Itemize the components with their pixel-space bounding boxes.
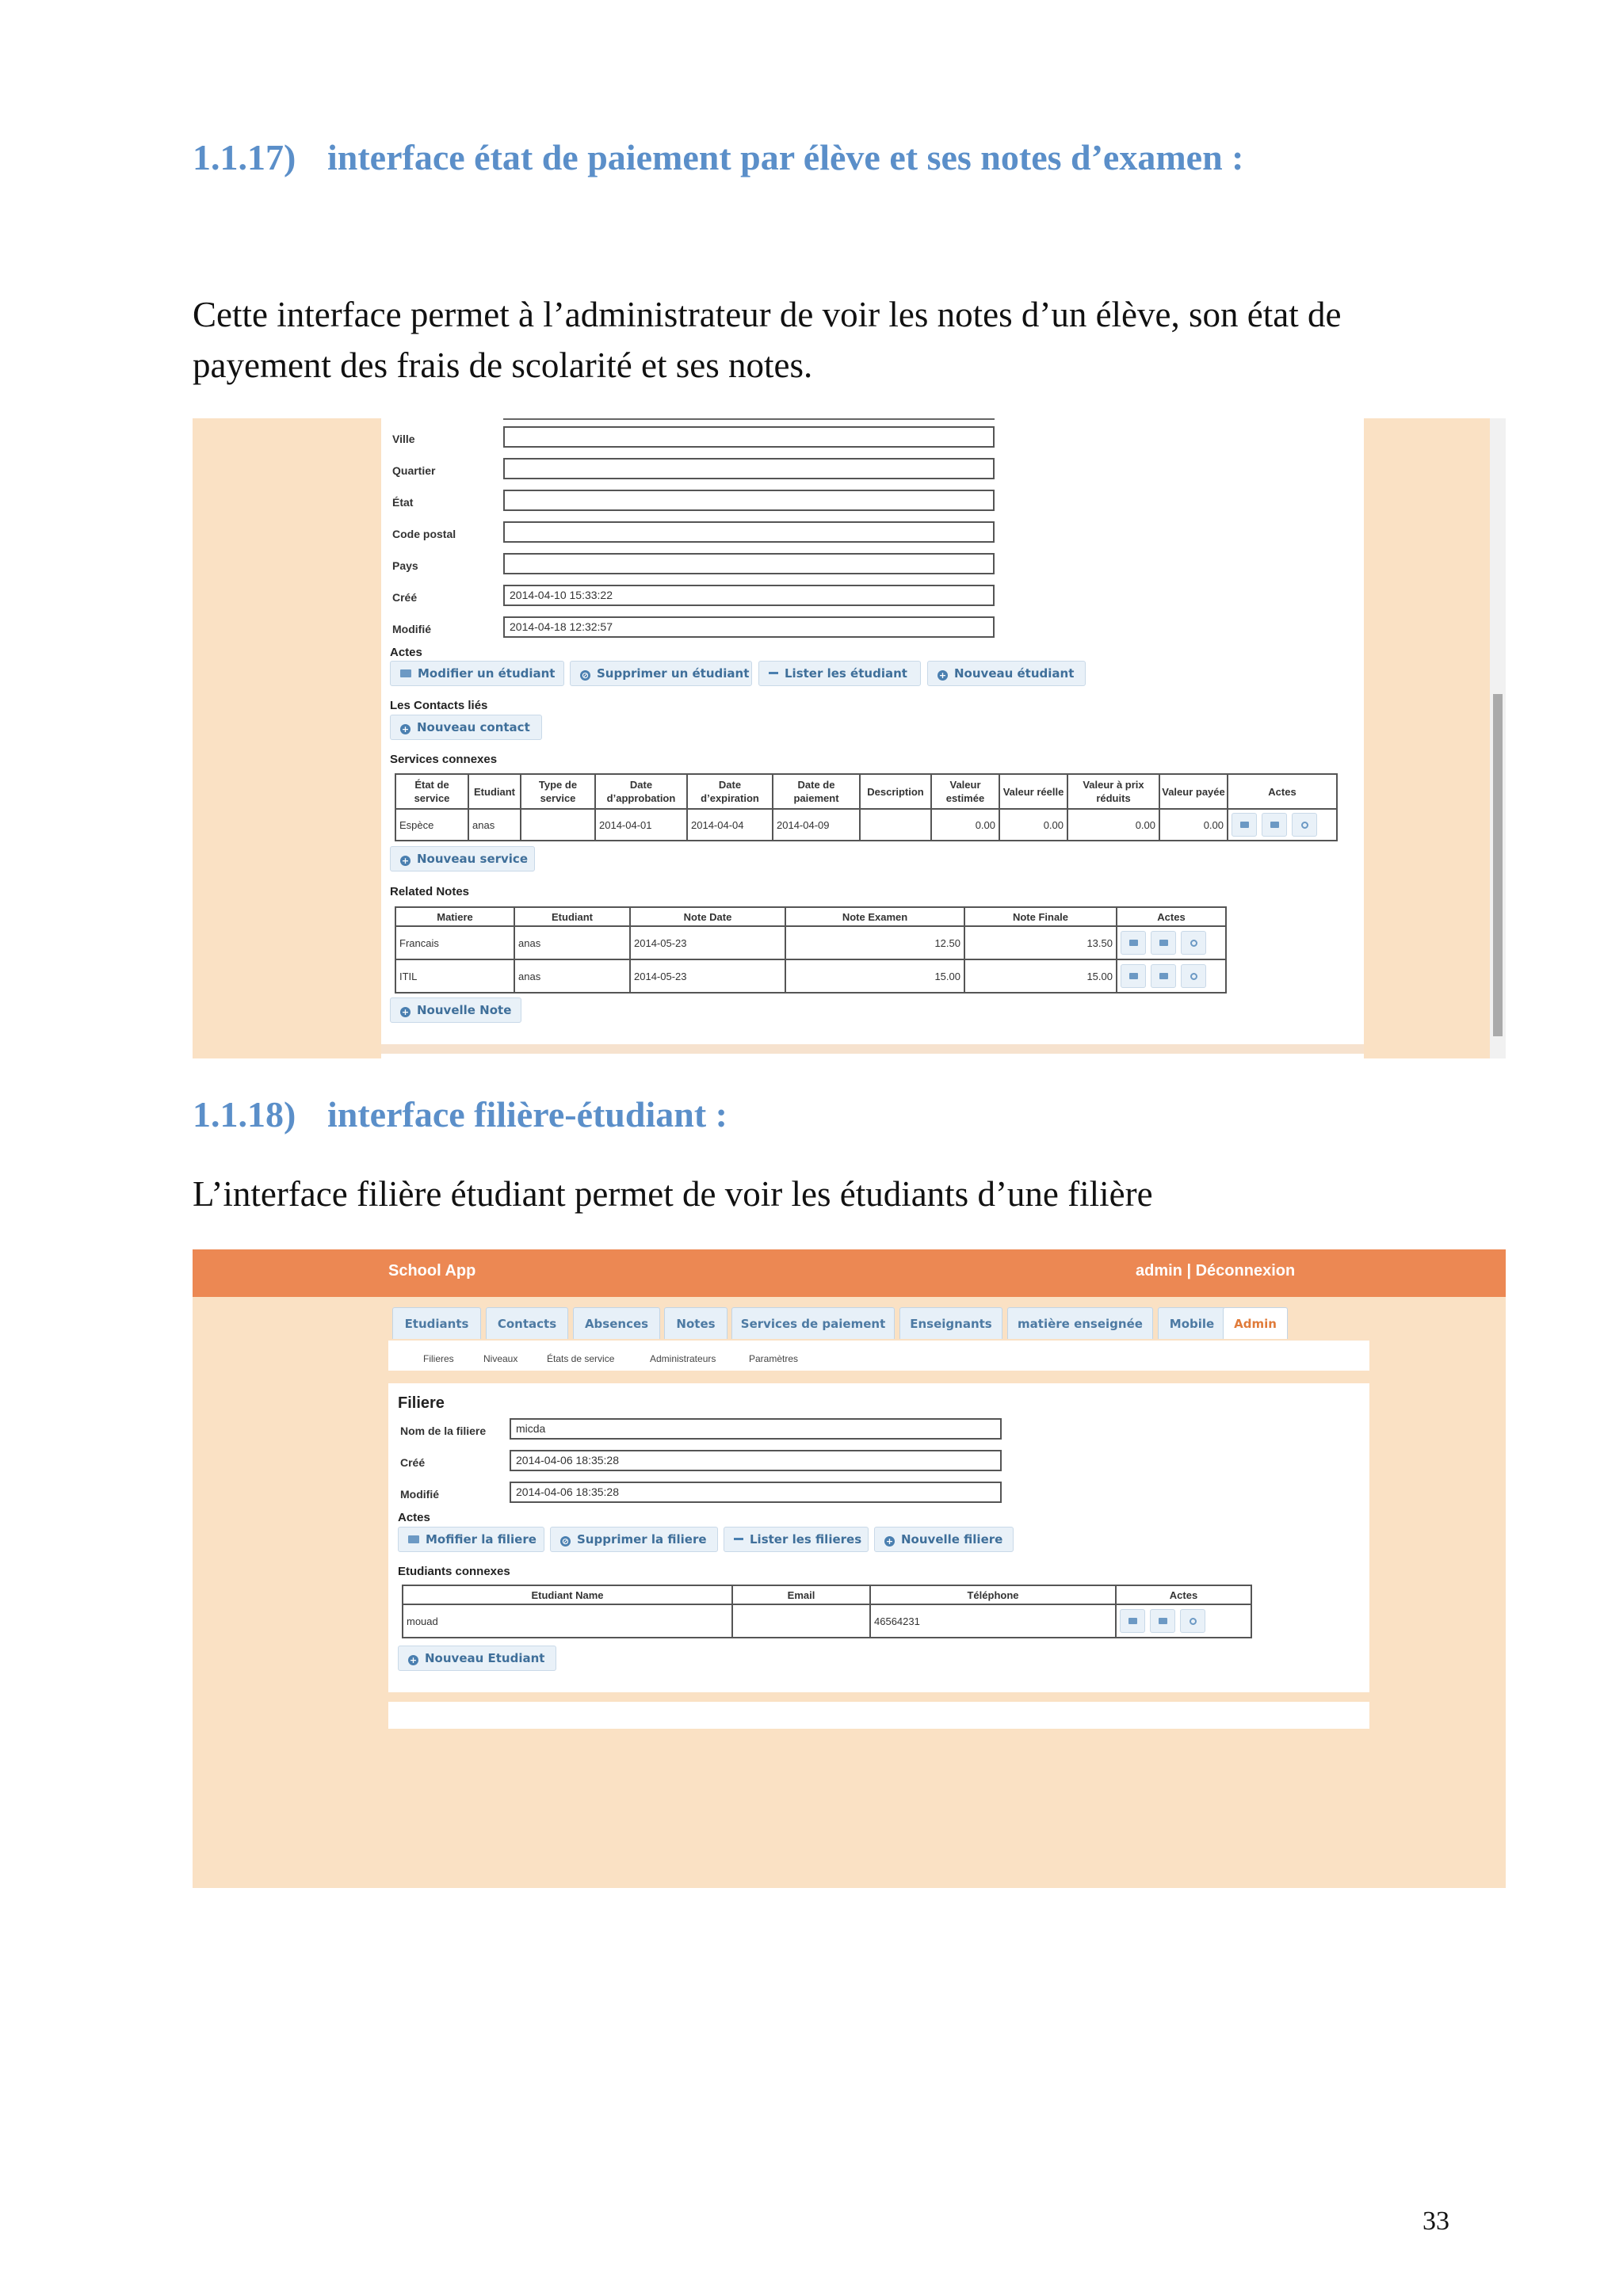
subtab-bar [388, 1341, 1369, 1371]
field-label-cree: Créé [400, 1456, 426, 1469]
col-telephone: Téléphone [870, 1585, 1116, 1604]
col-valeur-reelle: Valeur réelle [999, 774, 1067, 809]
tab-absences[interactable]: Absences [573, 1307, 660, 1339]
edit-icon [1270, 822, 1279, 828]
cell: 13.50 [964, 926, 1117, 959]
row-actions [1228, 809, 1337, 841]
notes-table [395, 906, 1227, 994]
edit-icon [1159, 1618, 1167, 1624]
cell: 46564231 [870, 1604, 1116, 1638]
cell: Francais [395, 926, 514, 959]
cell: Espèce [395, 809, 468, 841]
app-header-bar [193, 1249, 1506, 1297]
table-header-row [395, 774, 1337, 809]
cell: 2014-04-09 [773, 809, 860, 841]
field-label-nom-filiere: Nom de la filiere [400, 1425, 487, 1437]
button-label: Lister les filieres [750, 1532, 862, 1547]
actes-title: Actes [398, 1511, 430, 1524]
field-label-modifie: Modifié [392, 623, 431, 635]
button-label: Modifier un étudiant [418, 666, 556, 681]
paragraph-1: Cette interface permet à l’administrateur de voir les notes d’un élève, son état de payement des frais de scolarité et ses notes. [193, 295, 1342, 385]
col-date-paiement: Date de paiement [773, 774, 860, 809]
col-matiere: Matiere [395, 907, 514, 926]
heading-number: 1.1.17) [193, 137, 296, 177]
col-etudiant: Etudiant [514, 907, 630, 926]
delete-button[interactable] [1292, 813, 1317, 837]
field-label-modifie: Modifié [400, 1488, 439, 1501]
students-title: Etudiants connexes [398, 1565, 510, 1578]
button-label: Nouvelle Note [417, 1003, 512, 1017]
table-row [395, 959, 1226, 993]
field-label-etat: État [392, 496, 414, 509]
cree-field[interactable]: 2014-04-06 18:35:28 [510, 1450, 1002, 1471]
lister-filieres-button[interactable] [724, 1527, 869, 1552]
cell: anas [514, 959, 630, 993]
heading-title: interface état de paiement par élève et ses notes d’examen : [327, 137, 1244, 177]
heading-title: interface filière-étudiant : [327, 1094, 727, 1135]
section-heading-1-1-17 [193, 136, 1243, 178]
cree-field[interactable]: 2014-04-10 15:33:22 [503, 585, 995, 606]
cell: 2014-04-01 [595, 809, 687, 841]
heading-number: 1.1.18) [193, 1094, 296, 1135]
view-button[interactable] [1120, 1609, 1145, 1633]
cell [521, 809, 595, 841]
col-actes: Actes [1228, 774, 1337, 809]
button-label: Nouveau étudiant [954, 666, 1075, 681]
field-label-cree: Créé [392, 591, 418, 604]
delete-icon [1301, 822, 1308, 829]
delete-icon: ⊘ [561, 1536, 570, 1547]
button-label: Supprimer un étudiant [597, 666, 750, 681]
etat-field[interactable] [503, 490, 995, 511]
contacts-title: Les Contacts liés [390, 699, 488, 712]
view-button[interactable] [1121, 964, 1146, 988]
cell: 0.00 [1159, 809, 1228, 841]
subtab-niveaux[interactable]: Niveaux [483, 1353, 518, 1364]
nouveau-contact-button[interactable] [390, 715, 542, 740]
nom-filiere-field[interactable]: micda [510, 1418, 1002, 1440]
app-title[interactable]: School App [388, 1262, 476, 1280]
add-icon: + [938, 670, 947, 681]
modifie-field[interactable]: 2014-04-06 18:35:28 [510, 1482, 1002, 1503]
field-label-quartier: Quartier [392, 464, 436, 477]
tab-enseignants[interactable]: Enseignants [899, 1307, 1002, 1339]
folder-icon [400, 669, 411, 677]
view-button[interactable] [1121, 931, 1146, 955]
delete-icon [1190, 973, 1197, 980]
button-label: Supprimer la filiere [577, 1532, 707, 1547]
scrollbar[interactable] [1490, 418, 1506, 1058]
view-icon [1129, 973, 1138, 979]
cell: 2014-05-23 [630, 926, 785, 959]
edit-icon [1159, 940, 1168, 946]
subtab-filieres[interactable]: Filieres [423, 1353, 454, 1364]
code-postal-field[interactable] [503, 521, 995, 543]
modifier-etudiant-button[interactable] [390, 661, 564, 686]
col-etudiant: Etudiant [468, 774, 521, 809]
col-etat-service: État de service [395, 774, 468, 809]
tab-etudiants[interactable]: Etudiants [392, 1307, 481, 1339]
folder-icon [408, 1535, 419, 1543]
col-valeur-estimee: Valeur estimée [931, 774, 999, 809]
tab-matiere-enseignee[interactable]: matière enseignée [1007, 1307, 1153, 1339]
button-label: Nouvelle filiere [901, 1532, 1003, 1547]
subtab-administrateurs[interactable]: Administrateurs [650, 1353, 716, 1364]
section-heading-1-1-18 [193, 1093, 727, 1135]
students-table [402, 1585, 1252, 1638]
tab-contacts[interactable]: Contacts [486, 1307, 568, 1339]
user-links[interactable]: admin | Déconnexion [1136, 1262, 1296, 1280]
view-button[interactable] [1232, 813, 1257, 837]
field-label-code-postal: Code postal [392, 528, 456, 540]
nouvelle-filiere-button[interactable] [874, 1527, 1014, 1552]
modifie-field[interactable]: 2014-04-18 12:32:57 [503, 616, 995, 638]
button-label: Mofifier la filiere [426, 1532, 537, 1547]
field-top-border [503, 418, 995, 420]
col-valeur-payee: Valeur payée [1159, 774, 1228, 809]
lister-etudiant-button[interactable] [758, 661, 921, 686]
button-label: Nouveau Etudiant [425, 1651, 545, 1665]
scrollbar-thumb[interactable] [1493, 694, 1503, 1036]
cell: ITIL [395, 959, 514, 993]
delete-icon: ⊘ [581, 670, 590, 681]
field-label-ville: Ville [392, 433, 415, 445]
supprimer-filiere-button[interactable] [550, 1527, 718, 1552]
col-type-service: Type de service [521, 774, 595, 809]
delete-button[interactable] [1181, 931, 1206, 955]
cell: 2014-04-04 [687, 809, 773, 841]
delete-icon [1190, 1618, 1197, 1625]
tab-notes[interactable]: Notes [664, 1307, 727, 1339]
nouveau-etudiant-button[interactable] [927, 661, 1086, 686]
quartier-field[interactable] [503, 458, 995, 479]
button-label: Nouveau service [417, 852, 528, 866]
list-icon [769, 672, 778, 674]
delete-icon [1190, 940, 1197, 947]
col-valeur-prix-reduits: Valeur à prix réduits [1067, 774, 1159, 809]
add-icon: + [401, 724, 410, 734]
cell: 12.50 [785, 926, 964, 959]
nouvelle-note-button[interactable] [390, 997, 521, 1023]
col-actes: Actes [1117, 907, 1226, 926]
col-date-approbation: Date d’approbation [595, 774, 687, 809]
col-note-examen: Note Examen [785, 907, 964, 926]
tab-mobile[interactable]: Mobile [1158, 1307, 1226, 1339]
page-number: 33 [1423, 2206, 1449, 2236]
edit-button[interactable] [1151, 931, 1176, 955]
edit-icon [1159, 973, 1168, 979]
panel-title: Filiere [398, 1394, 445, 1412]
col-note-finale: Note Finale [964, 907, 1117, 926]
subtab-parametres[interactable]: Paramètres [749, 1353, 799, 1364]
row-actions [1117, 926, 1226, 959]
col-actes: Actes [1116, 1585, 1251, 1604]
services-table [395, 773, 1338, 841]
nouveau-service-button[interactable] [390, 846, 535, 871]
col-etudiant-name: Etudiant Name [403, 1585, 732, 1604]
table-row [403, 1604, 1251, 1638]
pays-field[interactable] [503, 553, 995, 574]
view-icon [1128, 1618, 1137, 1624]
delete-button[interactable] [1181, 964, 1206, 988]
supprimer-etudiant-button[interactable] [570, 661, 752, 686]
nouveau-etudiant-button[interactable] [398, 1646, 556, 1671]
cell: 15.00 [964, 959, 1117, 993]
add-icon: + [401, 1007, 410, 1017]
col-note-date: Note Date [630, 907, 785, 926]
modifier-filiere-button[interactable] [398, 1527, 544, 1552]
paragraph-2: L’interface filière étudiant permet de voir les étudiants d’une filière [193, 1174, 1153, 1214]
add-icon: + [401, 856, 410, 866]
button-label: Nouveau contact [417, 720, 530, 734]
cell: 0.00 [931, 809, 999, 841]
cell: 2014-05-23 [630, 959, 785, 993]
cell: 15.00 [785, 959, 964, 993]
table-row [395, 926, 1226, 959]
row-actions [1116, 1604, 1251, 1638]
cell: mouad [403, 1604, 732, 1638]
edit-button[interactable] [1151, 964, 1176, 988]
panel-footer [381, 1044, 1364, 1054]
add-icon: + [409, 1655, 418, 1665]
table-header-row [395, 907, 1226, 926]
table-header-row [403, 1585, 1251, 1604]
notes-title: Related Notes [390, 885, 470, 898]
delete-button[interactable] [1180, 1609, 1205, 1633]
list-icon [734, 1538, 743, 1540]
footer-panel [388, 1702, 1369, 1729]
row-actions [1117, 959, 1226, 993]
screenshot-etat-paiement [193, 418, 1506, 1058]
actes-title: Actes [390, 646, 422, 659]
col-date-expiration: Date d’expiration [687, 774, 773, 809]
table-row [395, 809, 1337, 841]
tab-admin[interactable]: Admin [1223, 1307, 1288, 1339]
ville-field[interactable] [503, 426, 995, 448]
col-email: Email [732, 1585, 870, 1604]
cell [860, 809, 931, 841]
edit-button[interactable] [1262, 813, 1287, 837]
subtab-etats-service[interactable]: États de service [547, 1353, 615, 1364]
cell: anas [514, 926, 630, 959]
cell [732, 1604, 870, 1638]
services-title: Services connexes [390, 753, 498, 766]
add-icon: + [885, 1536, 894, 1547]
cell: 0.00 [999, 809, 1067, 841]
col-description: Description [860, 774, 931, 809]
edit-button[interactable] [1150, 1609, 1175, 1633]
field-label-pays: Pays [392, 559, 418, 572]
cell: anas [468, 809, 521, 841]
tab-services-paiement[interactable]: Services de paiement [731, 1307, 895, 1339]
button-label: Lister les étudiant [785, 666, 907, 681]
view-icon [1240, 822, 1249, 828]
cell: 0.00 [1067, 809, 1159, 841]
view-icon [1129, 940, 1138, 946]
